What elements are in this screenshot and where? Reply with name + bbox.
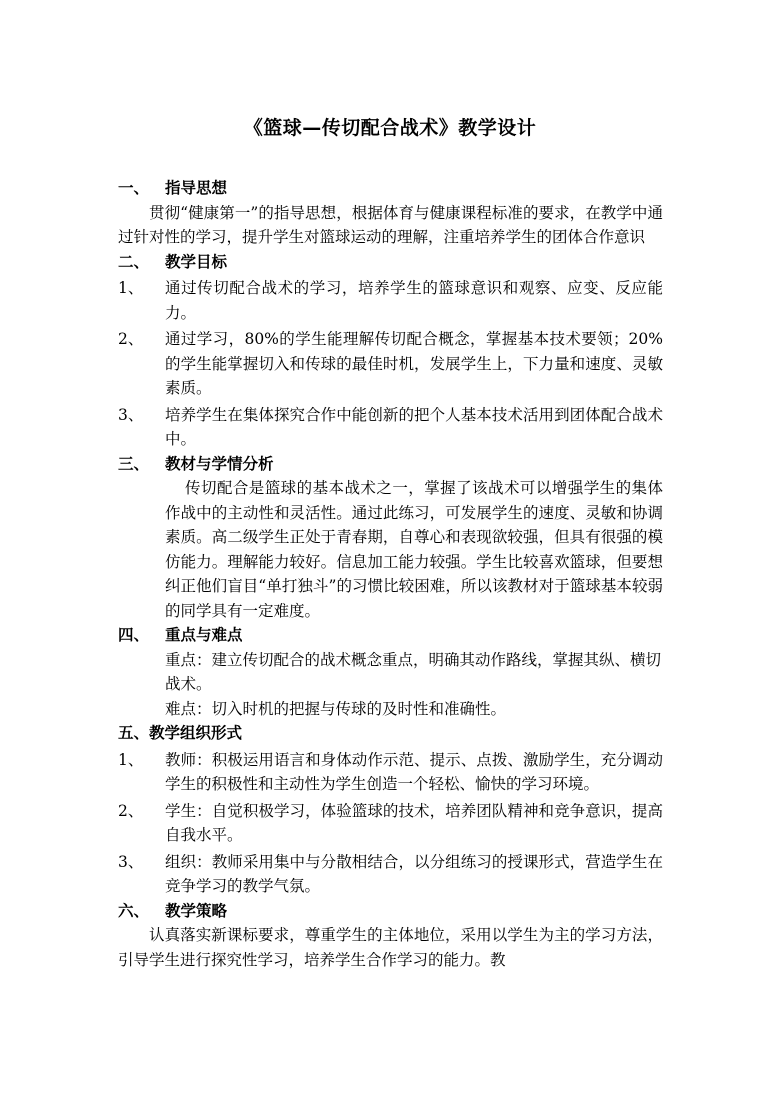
document-body xyxy=(118,176,663,972)
difficulty-point: 难点：切入时机的把握与传球的及时性和准确性。 xyxy=(165,699,507,718)
list-item xyxy=(118,403,663,452)
section-paragraph: 贯彻“健康第一”的指导思想，根据体育与健康课程标准的要求，在教学中通过针对性的学习，提升学生对篮球运动的理解，注重培养学生的团体合作意识 xyxy=(118,203,663,246)
section-number: 一、 xyxy=(118,179,150,197)
section-title: 教学组织形式 xyxy=(149,724,243,742)
item-text: 组织：教师采用集中与分散相结合，以分组练习的授课形式，营造学生在竞争学习的教学气氛。 xyxy=(165,852,663,895)
item-number: 2、 xyxy=(118,801,144,820)
section-heading xyxy=(118,623,663,648)
item-number: 2、 xyxy=(118,330,144,348)
item-number: 3、 xyxy=(118,405,144,424)
section-heading xyxy=(118,452,663,477)
key-point: 重点：建立传切配合的战术概念重点，明确其动作路线，掌握其纵、横切战术。 xyxy=(165,650,662,693)
list-item xyxy=(118,276,663,325)
item-text: 通过学习，80%的学生能理解传切配合概念，掌握基本技术要领；20%的学生能掌握切入和传球的最佳时机，发展学生上，下力量和速度、灵敏素质。 xyxy=(165,330,663,397)
list-item xyxy=(118,327,663,401)
item-number: 3、 xyxy=(118,852,144,871)
section-title: 指导思想 xyxy=(165,179,228,197)
item-text: 教师：积极运用语言和身体动作示范、提示、点拨、激励学生，充分调动学生的积极性和主动性为学生创造一个轻松、愉快的学习环境。 xyxy=(165,750,663,793)
list-item xyxy=(118,748,663,797)
section-number: 二、 xyxy=(118,252,150,271)
section-number: 四、 xyxy=(118,626,150,644)
section-paragraph: 传切配合是篮球的基本战术之一，掌握了该战术可以增强学生的集体作战中的主动性和灵活性。通过此练习，可发展学生的速度、灵敏和协调素质。高二级学生正处于青春期，自尊心和表现欲较强，但具有很强的模仿能力。理解能力较好。信息加工能力较强。学生比较喜欢篮球，但要想纠正他们盲目“单打独斗”的习惯比较困难，所以该教材对于篮球基本较弱的同学具有一定难度。 xyxy=(165,479,663,620)
section-number: 五、 xyxy=(118,724,150,742)
document-title: 《篮球—传切配合战术》教学设计 xyxy=(243,117,537,139)
section-title: 重点与难点 xyxy=(165,626,243,644)
section-heading xyxy=(118,250,663,275)
section-number: 三、 xyxy=(118,454,150,473)
item-text: 通过传切配合战术的学习，培养学生的篮球意识和观察、应变、反应能力。 xyxy=(165,279,663,322)
section-heading xyxy=(118,721,663,746)
section-heading xyxy=(118,176,663,201)
section-title: 教学策略 xyxy=(165,901,228,920)
section-paragraph: 认真落实新课标要求，尊重学生的主体地位，采用以学生为主的学习方法，引导学生进行探究性学习，培养学生合作学习的能力。教 xyxy=(118,926,663,969)
section-title: 教材与学情分析 xyxy=(165,454,274,473)
item-text: 学生：自觉积极学习，体验篮球的技术，培养团队精神和竞争意识，提高自我水平。 xyxy=(165,801,663,844)
section-number: 六、 xyxy=(118,901,150,920)
section-heading xyxy=(118,899,663,924)
list-item xyxy=(118,799,663,848)
section-title: 教学目标 xyxy=(165,252,228,271)
list-item xyxy=(118,850,663,899)
item-number: 1、 xyxy=(118,750,144,769)
item-text: 培养学生在集体探究合作中能创新的把个人基本技术活用到团体配合战术中。 xyxy=(165,405,663,448)
item-number: 1、 xyxy=(118,279,144,297)
